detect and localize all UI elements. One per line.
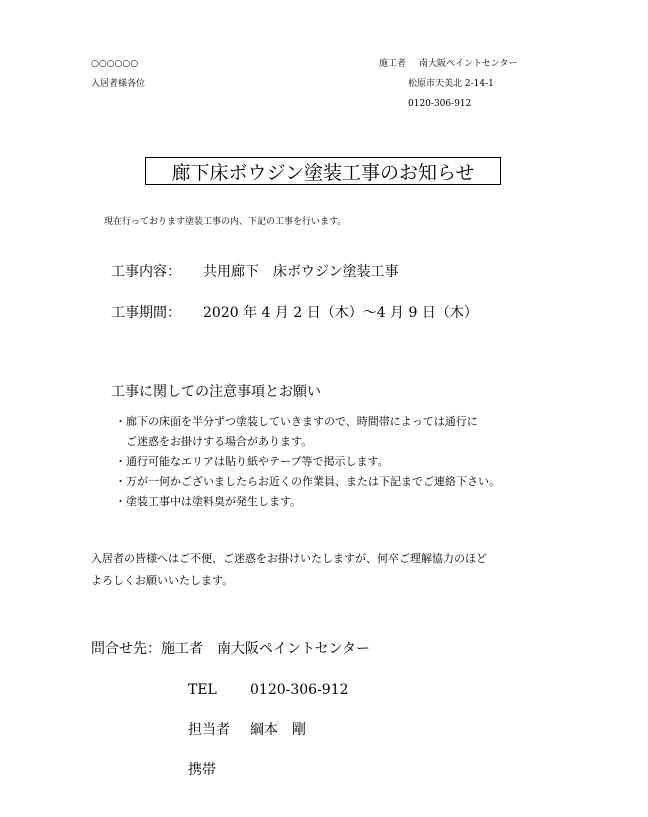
mobile-label: 携帯: [188, 762, 216, 778]
person-name: 綱本 剛: [250, 722, 306, 738]
note-item: ご迷惑をお掛けする場合があります。: [115, 435, 313, 448]
notes-heading: 工事に関しての注意事項とお願い: [111, 384, 321, 400]
note-item: ・万が一何かございましたらお近くの作業員、または下記までご連絡下さい。: [115, 475, 500, 488]
work-period-value: 2020 年 4 月 2 日（木）～4 月 9 日（木）: [203, 305, 478, 321]
closing-line-1: 入居者の皆様へはご不便、ご迷惑をお掛けいたしますが、何卒ご理解協力のほど: [91, 552, 487, 565]
work-period-label: 工事期間：: [111, 305, 181, 321]
closing-line-2: よろしくお願いいたします。: [91, 574, 234, 587]
intro-text: 現在行っております塗装工事の内、下記の工事を行います。: [104, 217, 347, 227]
note-item: ・廊下の床面を半分ずつ塗装していきますので、時間帯によっては通行に: [115, 415, 478, 428]
contractor-phone: 0120-306-912: [408, 99, 472, 109]
person-label: 担当者: [188, 722, 230, 738]
tel-value: 0120-306-912: [250, 682, 349, 698]
contractor-name: 南大阪ペイントセンター: [419, 59, 518, 69]
note-item: ・塗装工事中は塗料臭が発生します。: [115, 495, 302, 508]
contractor-address: 松原市天美北 2-14-1: [408, 79, 494, 89]
contact-heading: 問合せ先：施工者 南大阪ペイントセンター: [91, 641, 371, 657]
contractor-label: 施工者: [379, 59, 407, 69]
document-title: 廊下床ボウジン塗装工事のお知らせ: [145, 157, 501, 185]
recipient-placeholder: ○○○○○○: [91, 59, 139, 69]
tel-label: TEL: [188, 682, 217, 698]
note-item: ・通行可能なエリアは貼り紙やテープ等で掲示します。: [115, 455, 389, 468]
work-content-value: 共用廊下 床ボウジン塗装工事: [203, 264, 399, 280]
work-content-label: 工事内容：: [111, 264, 181, 280]
recipient-label: 入居者様各位: [91, 79, 146, 89]
